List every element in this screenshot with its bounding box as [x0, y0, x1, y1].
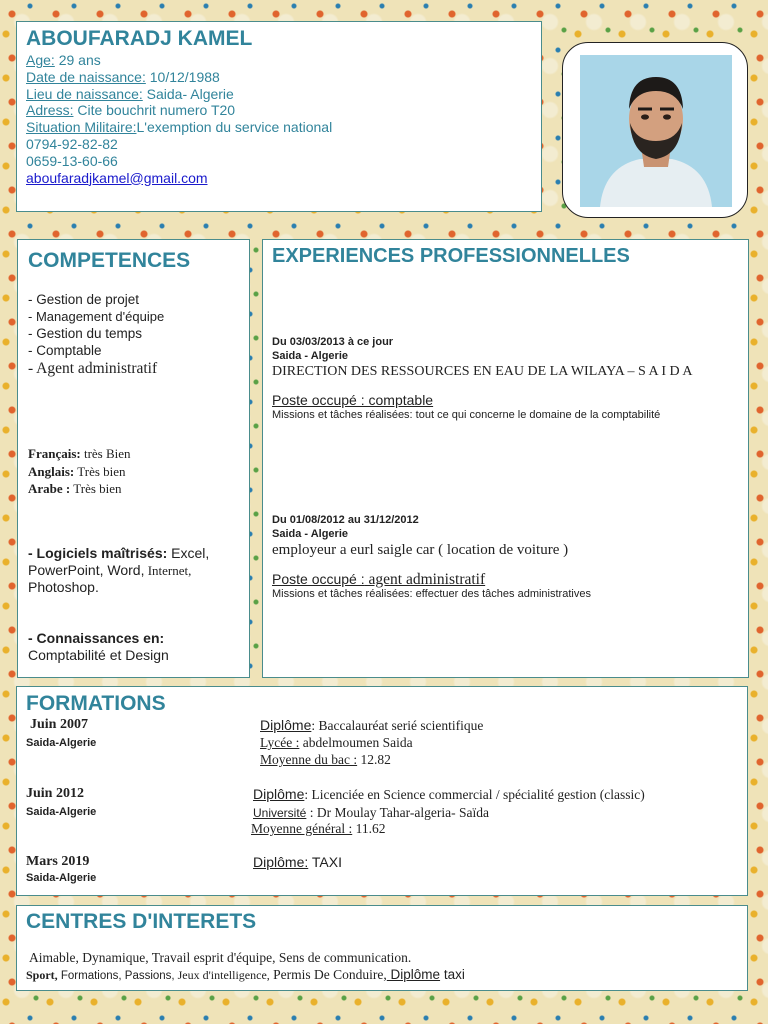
experience-missions: Missions et tâches réalisées: tout ce qui concerne le domaine de la comptabilité: [272, 409, 661, 421]
interests-title: CENTRES D'INTERETS: [26, 910, 257, 933]
competences-title: COMPETENCES: [28, 249, 191, 272]
experience-missions: Missions et tâches réalisées: effectuer des tâches administratives: [272, 588, 591, 600]
formation-location: Saida-Algerie: [26, 806, 97, 818]
formation-line: Lycée : abdelmoumen Saida: [260, 735, 413, 750]
formation-line: Moyenne général : 11.62: [251, 821, 386, 836]
interests-box: [16, 905, 748, 991]
experiences-box: [262, 239, 749, 678]
experience-employer: DIRECTION DES RESSOURCES EN EAU DE LA WILAYA – S A I D A: [272, 364, 693, 379]
formation-location: Saida-Algerie: [26, 872, 97, 884]
experience-period: Du 03/03/2013 à ce jour: [272, 336, 394, 348]
knowledge-section: [28, 630, 169, 664]
software-value: Excel,: [167, 545, 210, 561]
skill-item: - Gestion de projet: [28, 292, 140, 307]
knowledge-label: - Connaissances en:: [28, 630, 165, 646]
language-level: Très bien: [70, 481, 122, 496]
experience-position: Poste occupé : comptable: [272, 392, 434, 408]
experience-position: Poste occupé : agent administratif: [272, 571, 486, 588]
candidate-name: ABOUFARADJ KAMEL: [26, 27, 253, 50]
competences-box: [17, 239, 250, 678]
formation-date: Juin 2007: [30, 717, 88, 732]
language-label: Français:: [28, 446, 81, 461]
software-section: [28, 545, 209, 596]
experience-location: Saida - Algerie: [272, 350, 349, 362]
email-link[interactable]: aboufaradjkamel@gmail.com: [26, 169, 208, 186]
age-label: Age:: [26, 52, 55, 68]
skill-item: - Management d'équipe: [28, 309, 165, 324]
interests-line: Sport, Formations, Passions, Jeux d'intelligence, Permis De Conduire, Diplôme taxi: [26, 967, 465, 982]
profile-photo-frame: [562, 42, 748, 218]
personal-info: [26, 52, 332, 186]
software-value: Internet,: [144, 563, 192, 578]
experience-location: Saida - Algerie: [272, 528, 349, 540]
formation-date: Juin 2012: [26, 786, 84, 801]
formations-box: [16, 686, 748, 896]
interests-line: Aimable, Dynamique, Travail esprit d'équipe, Sens de communication.: [29, 950, 412, 965]
formation-line: Diplôme: Licenciée en Science commercial / spécialité gestion (classic): [253, 786, 645, 802]
formation-line: Université : Dr Moulay Tahar-algeria- Saïda: [253, 805, 489, 820]
phone-1: 0794-92-82-82: [26, 135, 118, 152]
languages-list: [28, 445, 131, 498]
header-box: [16, 21, 542, 212]
experience-item: [272, 513, 591, 601]
formation-location: Saida-Algerie: [26, 737, 97, 749]
experiences-title: EXPERIENCES PROFESSIONNELLES: [272, 245, 630, 267]
experience-period: Du 01/08/2012 au 31/12/2012: [272, 514, 419, 526]
profile-photo: [580, 55, 732, 207]
formation-line: Diplôme: TAXI: [253, 854, 342, 870]
experience-item: [272, 335, 692, 422]
skills-list: [28, 291, 164, 377]
knowledge-value: Comptabilité et Design: [28, 647, 169, 663]
software-label: - Logiciels maîtrisés:: [28, 545, 168, 561]
address-label: Adress:: [26, 102, 74, 119]
formation-date: Mars 2019: [26, 854, 90, 869]
language-level: très Bien: [80, 446, 131, 461]
formation-line: Moyenne du bac : 12.82: [260, 752, 391, 767]
military-value: L'exemption du service national: [136, 119, 333, 136]
skill-item: - Agent administratif: [28, 360, 158, 377]
skill-item: - Gestion du temps: [28, 326, 143, 341]
software-value: Photoshop.: [28, 579, 99, 595]
language-label: Arabe :: [28, 481, 71, 496]
language-label: Anglais:: [28, 463, 75, 479]
birthdate-value: 10/12/1988: [145, 68, 220, 85]
military-label: Situation Militaire:: [26, 119, 137, 136]
language-level: Très bien: [74, 463, 126, 479]
software-value: PowerPoint, Word,: [28, 562, 145, 578]
birthdate-label: Date de naissance:: [26, 68, 146, 85]
formations-title: FORMATIONS: [26, 692, 166, 715]
age-value: 29 ans: [54, 52, 101, 68]
birthplace-value: Saida- Algerie: [142, 85, 234, 102]
formation-line: Diplôme: Baccalauréat serié scientifique: [260, 717, 484, 733]
phone-2: 0659-13-60-66: [26, 152, 118, 169]
skill-item: - Comptable: [28, 343, 102, 358]
address-value: Cite bouchrit numero T20: [73, 102, 236, 119]
experience-employer: employeur a eurl saigle car ( location de voiture ): [272, 542, 569, 558]
birthplace-label: Lieu de naissance:: [26, 85, 143, 102]
